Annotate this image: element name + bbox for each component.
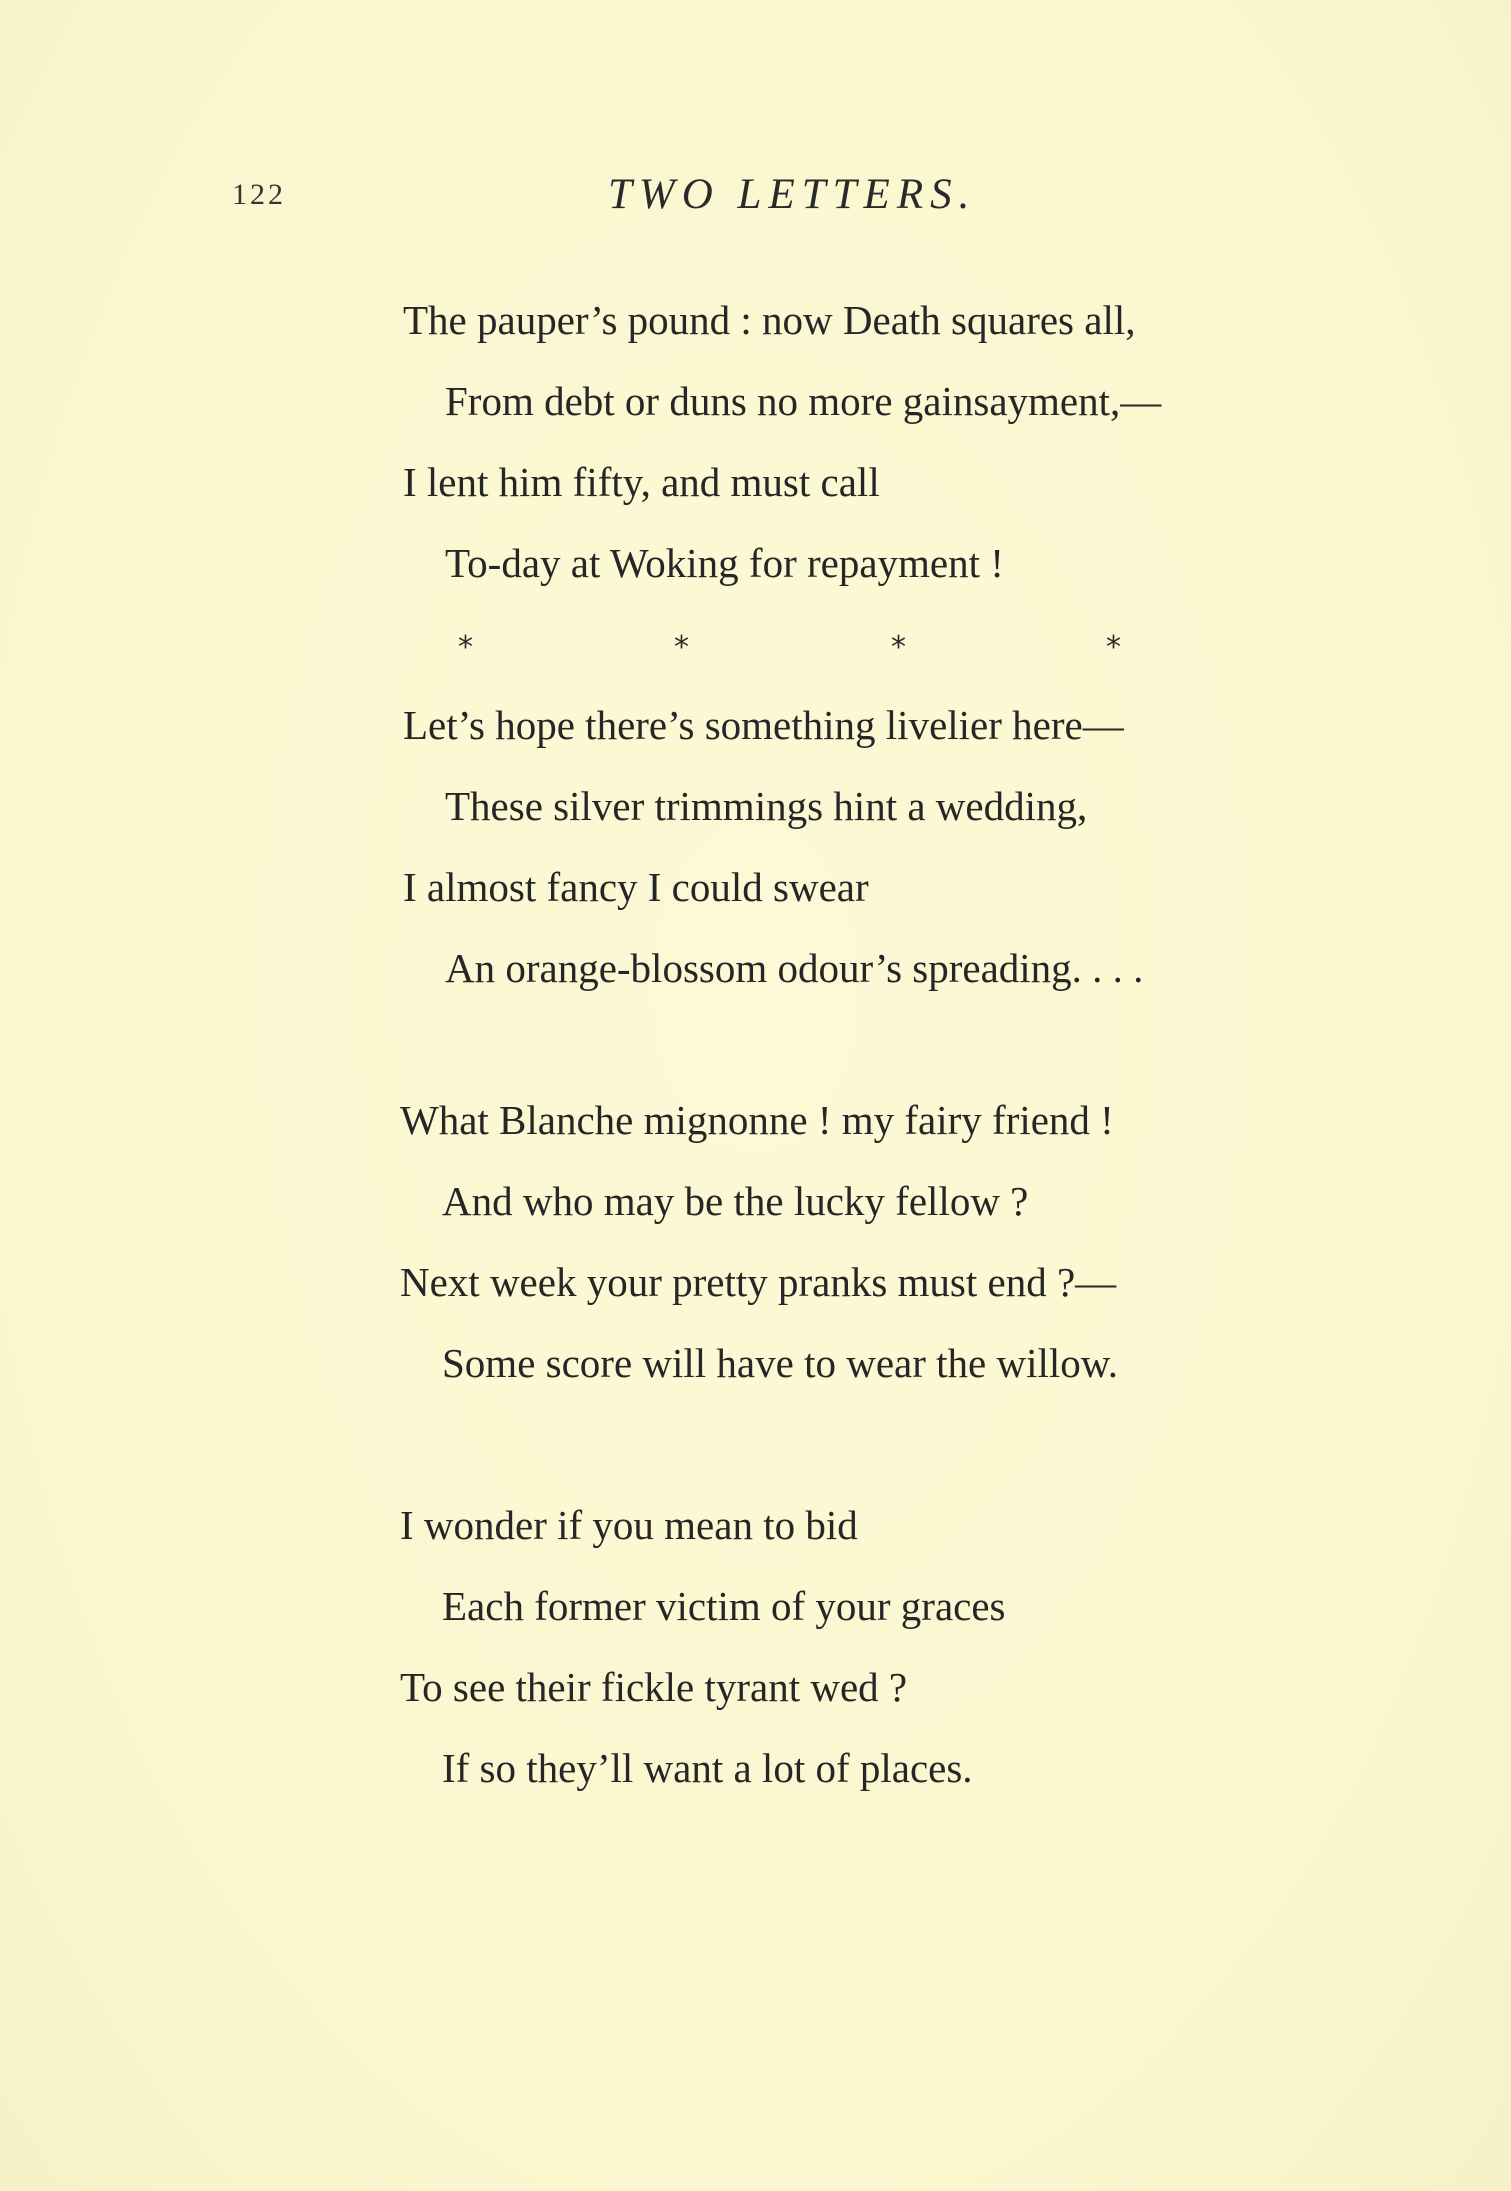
poem-line: If so they’ll want a lot of places. xyxy=(442,1745,973,1791)
poem-line: Next week your pretty pranks must end ?— xyxy=(400,1259,1117,1305)
poem-line: The pauper’s pound : now Death squares all, xyxy=(403,297,1136,343)
poem-line: From debt or duns no more gainsayment,— xyxy=(445,378,1162,424)
poem-line: To see their fickle tyrant wed ? xyxy=(400,1664,908,1710)
asterisk: * xyxy=(1106,630,1121,665)
poem-line: Each former victim of your graces xyxy=(442,1583,1006,1629)
poem-line: An orange-blossom odour’s spreading. . . . xyxy=(445,945,1144,991)
poem-line: What Blanche mignonne ! my fairy friend ! xyxy=(400,1097,1114,1143)
poem-line: Some score will have to wear the willow. xyxy=(442,1340,1118,1386)
poem-line: These silver trimmings hint a wedding, xyxy=(445,783,1088,829)
poem-line: I almost fancy I could swear xyxy=(403,864,869,910)
asterisk: * xyxy=(458,630,473,665)
running-title: TWO LETTERS. xyxy=(608,171,977,218)
section-separator xyxy=(0,630,1511,670)
poem-line: I lent him fifty, and must call xyxy=(403,459,880,505)
poem-line: And who may be the lucky fellow ? xyxy=(442,1178,1029,1224)
poem-line: To-day at Woking for repayment ! xyxy=(445,540,1004,586)
page-number: 122 xyxy=(232,178,286,211)
asterisk: * xyxy=(891,630,906,665)
page-header xyxy=(0,170,1511,220)
poem-line: Let’s hope there’s something livelier here— xyxy=(403,702,1124,748)
asterisk: * xyxy=(674,630,689,665)
poem-line: I wonder if you mean to bid xyxy=(400,1502,858,1548)
